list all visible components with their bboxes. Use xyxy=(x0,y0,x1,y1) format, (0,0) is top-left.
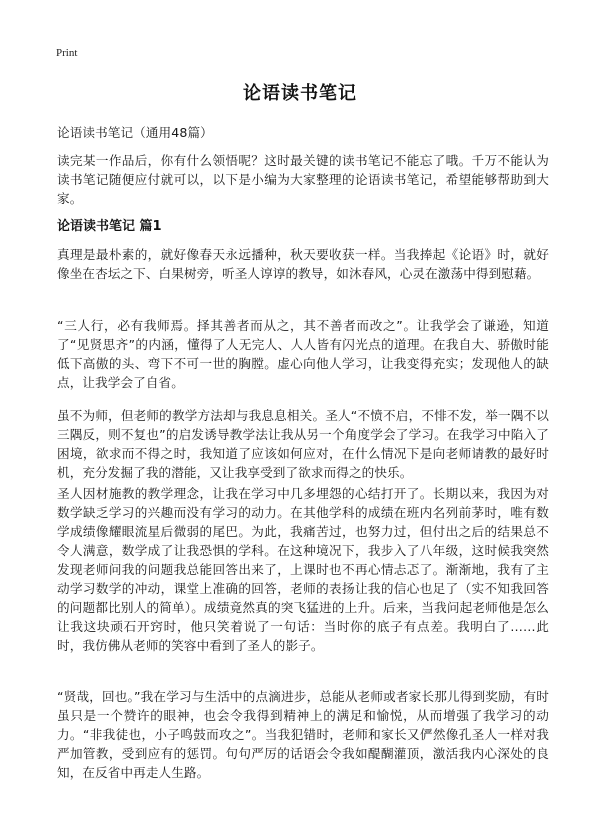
body-paragraph: 虽不为师，但老师的教学方法却与我息息相关。圣人“不愤不启，不悱不发，举一隅不以三隅反，则不复也”的启发诱导教学法让我从另一个角度学会了学习。在我学习中陷入了困境，欲求而不得之时，我知道了应该如何应对，在什么情况下是向老师请教的最好时机，充分发掘了我的潜能，又让我享受到了欲求而得之的快乐。 xyxy=(57,408,549,480)
body-paragraph: “三人行，必有我师焉。择其善者而从之，其不善者而改之”。让我学会了谦逊，知道了“见贤思齐”的内涵，懂得了人无完人、人人皆有闪光点的道理。在我自大、骄傲时能低下高傲的头、弯下不可一世的胸膛。虚心向他人学习，让我变得充实；发现他人的缺点，让我学会了自省。 xyxy=(57,318,549,390)
body-paragraph: 圣人因材施教的教学理念，让我在学习中几多埋怨的心结打开了。长期以来，我因为对数学缺乏学习的兴趣而没有学习的动力。在其他学科的成绩在班内名列前茅时，唯有数学成绩像耀眼流星后微弱的尾巴。为此，我痛苦过，也努力过，但付出之后的结果总不令人满意，数学成了让我恐惧的学科。在这种境况下，我步入了八年级，这时候我突然发现老师问我的问题我总能回答出来了，上课时也不再心情忐忑了。渐渐地，我有了主动学习数学的冲动，课堂上准确的回答，老师的表扬让我的信心也足了（实不知我回答的问题都比别人的简单）。成绩竟然真的突飞猛进的上升。后来，当我问起老师他是怎么让我这块顽石开窍时，他只笑着说了一句话：当时你的底子有点差。我明白了……此时，我仿佛从老师的笑容中看到了圣人的影子。 xyxy=(57,486,549,653)
page-title: 论语读书笔记 xyxy=(243,83,357,104)
section-heading: 论语读书笔记 篇1 xyxy=(57,219,162,234)
body-paragraph: 真理是最朴素的，就好像春天永远播种，秋天要收获一样。当我捧起《论语》时，就好像坐在杏坛之下、白果树旁，听圣人谆谆的教导，如沐春风，心灵在激荡中得到慰藉。 xyxy=(57,247,549,281)
print-link[interactable]: Print xyxy=(56,47,78,59)
intro-paragraph: 读完某一作品后，你有什么领悟呢？这时最关键的读书笔记不能忘了哦。千万不能认为读书笔记随便应付就可以，以下是小编为大家整理的论语读书笔记，希望能够帮助到大家。 xyxy=(57,153,549,206)
body-paragraph: “贤哉，回也。”我在学习与生活中的点滴进步，总能从老师或者家长那儿得到奖励，有时虽只是一个赞许的眼神，也会令我得到精神上的满足和愉悦，从而增强了我学习的动力。“非我徒也，小子鸣鼓而攻之”。当我犯错时，老师和家长又俨然像孔圣人一样对我严加管教，受到应有的惩罚。句句严厉的话语会令我如醍醐灌顶，激活我内心深处的良知，在反省中再走人生路。 xyxy=(57,689,549,780)
document-subtitle: 论语读书笔记（通用48篇） xyxy=(57,125,213,140)
